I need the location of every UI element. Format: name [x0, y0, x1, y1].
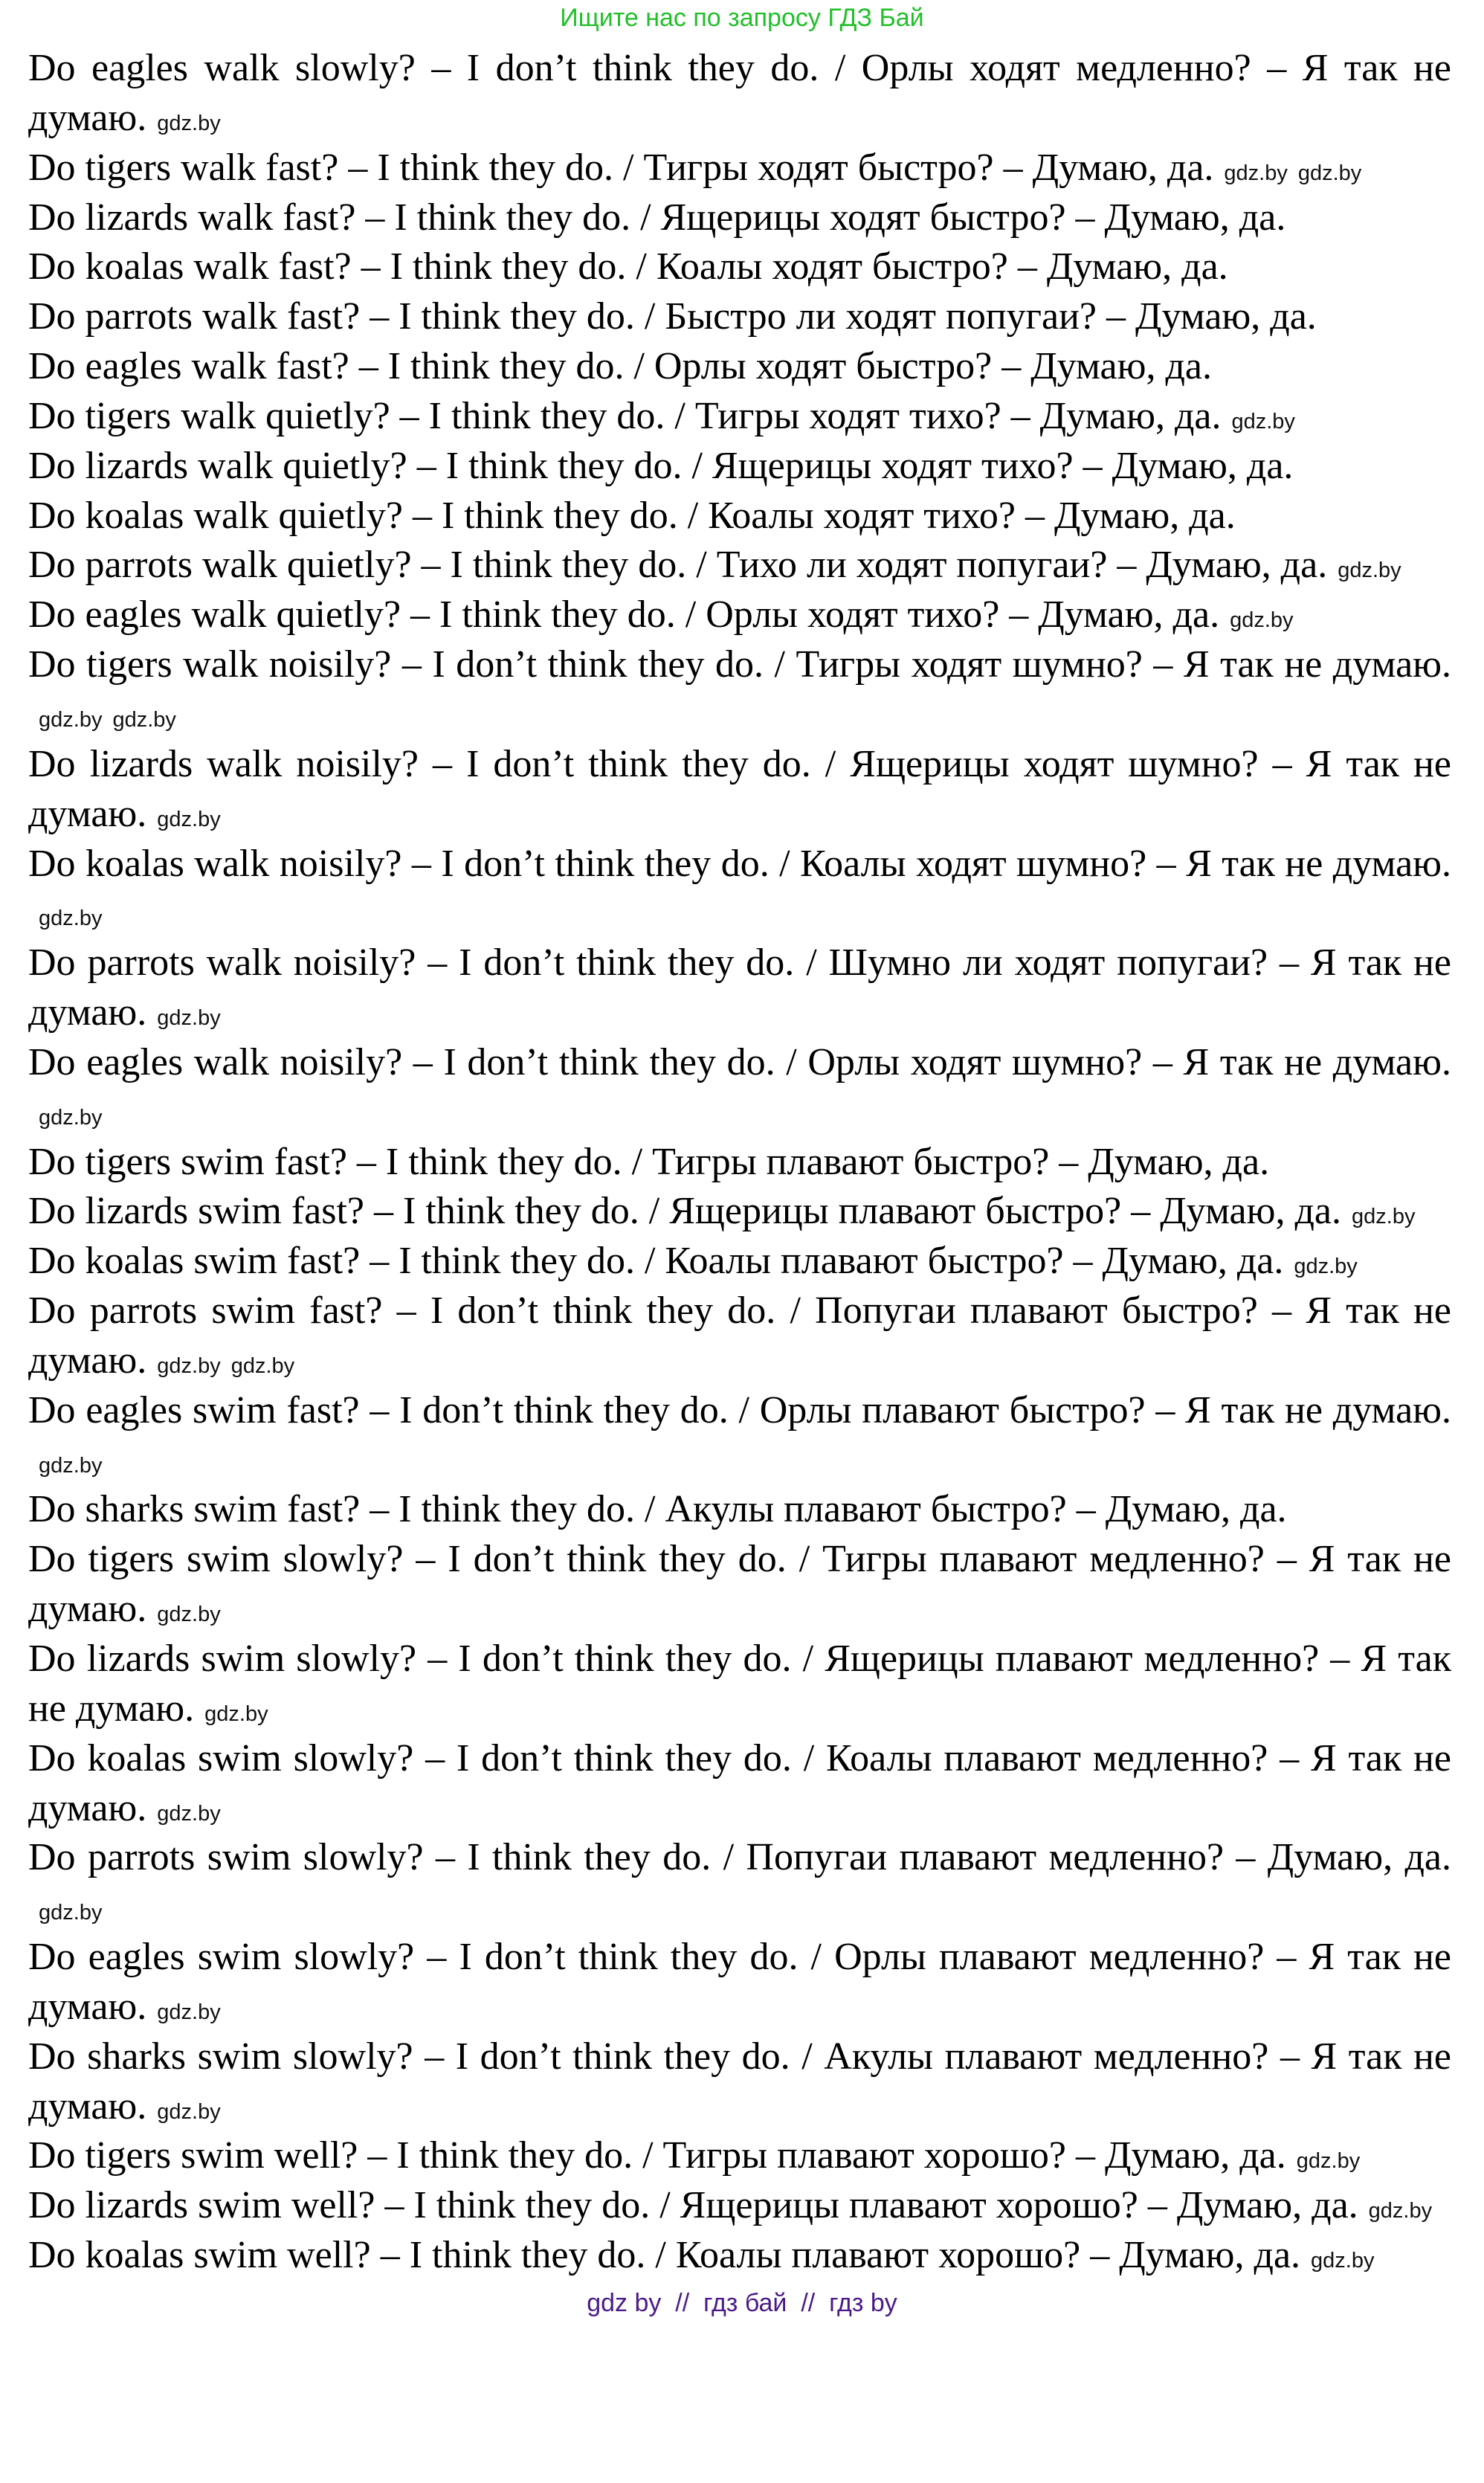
answer-line [28, 1485, 1451, 1535]
answer-line [28, 342, 1451, 392]
answer-line [28, 1734, 1451, 1834]
answer-line [28, 242, 1451, 292]
answer-line [28, 541, 1451, 590]
answer-line [28, 1286, 1451, 1386]
answer-line [28, 740, 1451, 840]
watermark-text: gdz.by [157, 1006, 221, 1031]
watermark-text: gdz.by [1311, 2249, 1375, 2273]
answer-line-text: Do eagles walk noisily? – I don’t think they do. / Орлы ходят шумно? – Я так не думаю. [28, 1040, 1451, 1083]
answer-line-text: Do lizards swim slowly? – I don’t think they do. / Ящерицы плавают медленно? – Я так не думаю. [28, 1637, 1451, 1730]
footer-banner: gdz by // гдз бай // гдз by [587, 2288, 897, 2317]
answer-line-text: Do parrots swim slowly? – I think they do. / Попугаи плавают медленно? – Думаю, да. [28, 1836, 1451, 1879]
answer-line [28, 292, 1451, 342]
answer-line-text: Do eagles swim slowly? – I don’t think they do. / Орлы плавают медленно? – Я так не думаю. [28, 1936, 1451, 2028]
watermark-text: gdz.by [157, 2000, 221, 2024]
watermark-text: gdz.by [157, 1353, 221, 1378]
answer-line [28, 1187, 1451, 1237]
watermark-text: gdz.by [39, 906, 103, 931]
answer-line-text: Do lizards walk fast? – I think they do. / Ящерицы ходят быстро? – Думаю, да. [28, 196, 1286, 239]
answer-line [28, 2181, 1451, 2231]
answer-line-text: Do lizards walk quietly? – I think they do. / Ящерицы ходят тихо? – Думаю, да. [28, 444, 1294, 487]
answer-line-text: Do lizards swim fast? – I think they do. / Ящерицы плавают быстро? – Думаю, да. [28, 1190, 1341, 1233]
answer-line-text: Do koalas walk quietly? – I think they do. / Коалы ходят тихо? – Думаю, да. [28, 494, 1236, 537]
answer-line [28, 1386, 1451, 1486]
answer-line-text: Do koalas swim slowly? – I don’t think they do. / Коалы плавают медленно? – Я так не думаю. [28, 1736, 1451, 1829]
answer-line-text: Do tigers walk quietly? – I think they do. / Тигры ходят тихо? – Думаю, да. [28, 394, 1222, 437]
answer-line-text: Do eagles walk fast? – I think they do. / Орлы ходят быстро? – Думаю, да. [28, 345, 1212, 388]
answer-line-text: Do lizards swim well? – I think they do. / Ящерицы плавают хорошо? – Думаю, да. [28, 2184, 1358, 2227]
answer-line-text: Do parrots walk noisily? – I don’t think they do. / Шумно ли ходят попугаи? – Я так не думаю. [28, 941, 1451, 1034]
answer-line [28, 392, 1451, 442]
watermark-text: gdz.by [157, 2099, 221, 2124]
watermark-text: gdz.by [1368, 2199, 1433, 2223]
answer-line-text: Do eagles swim fast? – I don’t think they do. / Орлы плавают быстро? – Я так не думаю. [28, 1388, 1451, 1431]
watermark-text: gdz.by [1231, 409, 1295, 434]
answer-line-text: Do eagles walk slowly? – I don’t think they do. / Орлы ходят медленно? – Я так не думаю. [28, 47, 1451, 139]
watermark-text: gdz.by [230, 1353, 295, 1378]
answer-line [28, 1535, 1451, 1635]
answer-line [28, 1933, 1451, 2032]
answer-line [28, 640, 1451, 740]
watermark-text: gdz.by [1352, 1205, 1416, 1229]
answer-line-text: Do parrots swim fast? – I don’t think they do. / Попугаи плавают быстро? – Я так не думаю. [28, 1289, 1451, 1382]
watermark-text: gdz.by [1297, 161, 1362, 185]
answer-line [28, 1038, 1451, 1138]
answer-line [28, 492, 1451, 541]
watermark-text: gdz.by [1230, 608, 1294, 633]
answer-line [28, 2231, 1451, 2281]
answer-line-text: Do sharks swim fast? – I think they do. / Акулы плавают быстро? – Думаю, да. [28, 1488, 1287, 1531]
answer-line [28, 938, 1451, 1038]
watermark-text: gdz.by [204, 1701, 268, 1726]
answer-line-text: Do koalas swim well? – I think they do. / Коалы плавают хорошо? – Думаю, да. [28, 2234, 1301, 2277]
search-banner: Ищите нас по запросу ГДЗ Бай [560, 4, 924, 32]
answer-line-text: Do tigers walk noisily? – I don’t think they do. / Тигры ходят шумно? – Я так не думаю. [28, 643, 1451, 686]
answer-line [28, 2131, 1451, 2181]
answer-line [28, 1138, 1451, 1188]
watermark-text: gdz.by [1338, 558, 1401, 583]
watermark-text: gdz.by [39, 1105, 103, 1130]
answer-line [28, 1237, 1451, 1286]
answer-line [28, 840, 1451, 939]
answer-line-text: Do koalas swim fast? – I think they do. / Коалы плавают быстро? – Думаю, да. [28, 1240, 1284, 1283]
answer-line [28, 193, 1451, 243]
answer-line-text: Do tigers swim well? – I think they do. / Тигры плавают хорошо? – Думаю, да. [28, 2134, 1286, 2177]
answer-line-text: Do parrots walk quietly? – I think they do. / Тихо ли ходят попугаи? – Думаю, да. [28, 544, 1328, 587]
watermark-text: gdz.by [39, 1453, 103, 1478]
answer-line [28, 1833, 1451, 1933]
answer-line [28, 590, 1451, 640]
watermark-text: gdz.by [39, 1901, 103, 1925]
watermark-text: gdz.by [157, 111, 221, 135]
answer-line-text: Do eagles walk quietly? – I think they do. / Орлы ходят тихо? – Думаю, да. [28, 593, 1220, 637]
watermark-text: gdz.by [157, 1801, 221, 1826]
answer-line [28, 442, 1451, 492]
answer-line [28, 2032, 1451, 2132]
answer-line [28, 44, 1451, 144]
answer-line [28, 144, 1451, 193]
watermark-text: gdz.by [157, 1603, 221, 1627]
answer-text [28, 44, 1451, 2281]
answer-line-text: Do parrots walk fast? – I think they do. / Быстро ли ходят попугаи? – Думаю, да. [28, 295, 1317, 338]
watermark-text: gdz.by [157, 807, 221, 831]
answer-line [28, 1635, 1451, 1734]
watermark-text: gdz.by [1296, 2149, 1361, 2174]
watermark-text: gdz.by [1224, 161, 1288, 185]
watermark-text: gdz.by [39, 707, 103, 732]
watermark-text: gdz.by [112, 707, 176, 732]
answer-line-text: Do sharks swim slowly? – I don’t think they do. / Акулы плавают медленно? – Я так не думаю. [28, 2035, 1451, 2128]
answer-line-text: Do tigers swim fast? – I think they do. / Тигры плавают быстро? – Думаю, да. [28, 1140, 1270, 1183]
answer-line-text: Do koalas walk noisily? – I don’t think they do. / Коалы ходят шумно? – Я так не думаю. [28, 842, 1451, 885]
answer-line-text: Do koalas walk fast? – I think they do. / Коалы ходят быстро? – Думаю, да. [28, 245, 1228, 289]
watermark-text: gdz.by [1294, 1255, 1358, 1279]
answer-line-text: Do lizards walk noisily? – I don’t think they do. / Ящерицы ходят шумно? – Я так не думаю. [28, 742, 1451, 835]
answer-line-text: Do tigers swim slowly? – I don’t think they do. / Тигры плавают медленно? – Я так не думаю. [28, 1538, 1451, 1631]
answer-line-text: Do tigers walk fast? – I think they do. / Тигры ходят быстро? – Думаю, да. [28, 146, 1214, 189]
